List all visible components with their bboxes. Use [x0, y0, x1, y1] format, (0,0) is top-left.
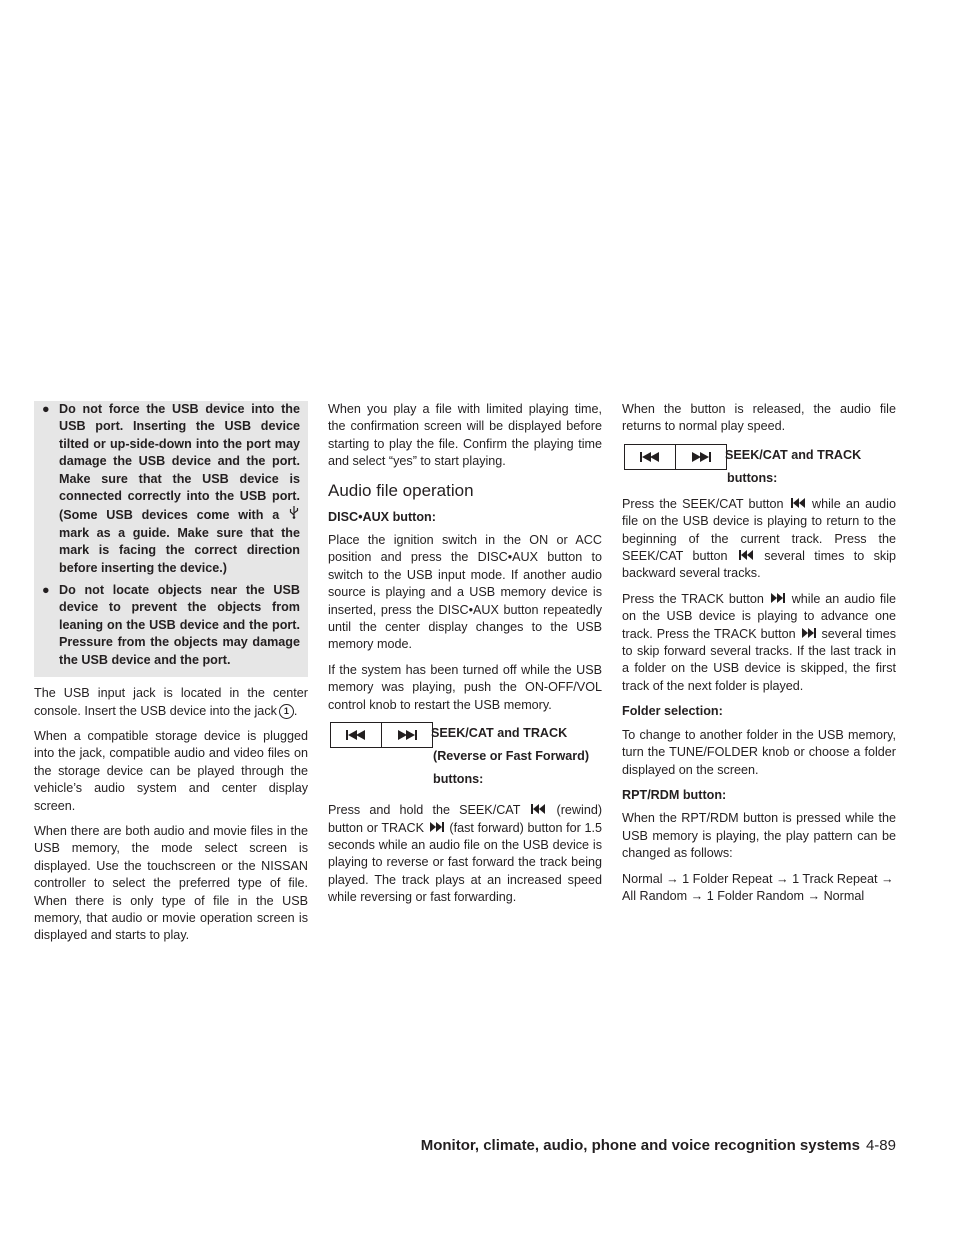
column-2: [328, 401, 602, 915]
subheading-rpt-rdm: RPT/RDM button:: [622, 787, 727, 802]
seek-track-label: [431, 722, 589, 791]
skip-forward-icon: [396, 729, 418, 741]
page-footer: [421, 1137, 896, 1154]
track-forward-button-graphic: [382, 722, 433, 748]
usb-symbol-icon: [289, 505, 299, 519]
skip-forward-icon: [690, 451, 712, 463]
paragraph: To change to another folder in the USB memory, turn the TUNE/FOLDER knob or choose a folder displayed on the screen.: [622, 727, 896, 777]
text-run: Press the TRACK button: [622, 591, 764, 606]
callout-1-icon: 1: [279, 704, 294, 719]
text-run: while an audio file on the USB device is playing to advance one track. Press the TRACK button: [622, 591, 897, 641]
seek-track-label: [725, 444, 861, 490]
paragraph: [328, 802, 602, 906]
seek-back-button-graphic: [624, 444, 676, 470]
skip-back-icon: [790, 498, 806, 508]
paragraph: [34, 685, 308, 720]
skip-back-icon: [639, 451, 661, 463]
section-title: Audio file operation: [328, 480, 474, 500]
paragraph: Place the ignition switch in the ON or ACC position and press the DISC•AUX button to switch to the USB input mode. If another audio source is playing and a USB memory device is inserted, press the DISC•AUX button repeatedly until the center display changes to the USB memory mode.: [328, 533, 602, 652]
text-run: several times to skip backward several tracks.: [622, 549, 897, 581]
skip-forward-icon: [770, 593, 786, 603]
caution-text: Do not force the USB device into the USB port. Inserting the USB device tilted or up-side-down into the port may damage the USB device and the port. Make sure that the USB device is connected correctly into the USB port. (Some USB devices come with a: [59, 402, 300, 523]
paragraph: When the RPT/RDM button is pressed while the USB memory is playing, the play pattern can be changed as follows:: [622, 811, 896, 861]
seek-track-button-graphic: [330, 722, 433, 748]
text-run: (rewind) button or TRACK: [328, 803, 603, 835]
skip-back-icon: [530, 804, 546, 814]
subheading-disc-aux: DISC•AUX button:: [328, 509, 436, 524]
skip-back-icon: [738, 550, 754, 560]
caution-text: Do not locate objects near the USB device to prevent the objects from leaning on the USB device and the port. Pressure from the objects may damage the USB device and the port.: [59, 583, 300, 667]
seek-track-label-line: (Reverse or Fast Forward): [433, 749, 590, 764]
bullet-icon: ●: [42, 583, 50, 598]
text-run: Press and hold the SEEK/CAT: [328, 803, 521, 818]
text-run: several times to skip forward several tracks. If the last track in a folder on the USB device is skipped, the first track of the next folder is played.: [622, 626, 897, 693]
seek-track-heading: [622, 444, 896, 488]
bullet-icon: ●: [42, 402, 50, 416]
track-forward-button-graphic: [676, 444, 727, 470]
skip-forward-icon: [429, 822, 445, 832]
play-pattern-sequence: Normal → 1 Folder Repeat → 1 Track Repeat → All Random → 1 Folder Random → Normal: [622, 871, 894, 903]
paragraph: When you play a file with limited playing time, the confirmation screen will be displayed before starting to play the file. Confirm the playing time and select “yes” to start playing.: [328, 402, 602, 469]
sentence-end: .: [293, 703, 298, 718]
paragraph: [622, 496, 896, 583]
skip-forward-icon: [801, 628, 817, 638]
paragraph: When a compatible storage device is plugged into the jack, compatible audio and video files on the storage device can be played through the vehicle’s audio system and center display screen.: [34, 728, 308, 813]
subheading-folder-selection: Folder selection:: [622, 704, 723, 719]
usb-jack-text: The USB input jack is located in the center console. Insert the USB device into the jack: [34, 686, 308, 718]
paragraph: When there are both audio and movie files in the USB memory, the mode select screen is displayed. Use the touchscreen or the NISSAN controller to select the preferred type of file. When there is only type of file in the USB memory, that audio or movie operation screen is displayed and starts to play.: [34, 823, 308, 943]
seek-back-button-graphic: [330, 722, 382, 748]
column-1: [34, 401, 308, 953]
text-run: Press the SEEK/CAT button: [622, 496, 784, 511]
seek-track-label-line: buttons:: [433, 772, 484, 787]
caution-item: [42, 401, 300, 577]
paragraph: When the button is released, the audio file returns to normal play speed.: [622, 402, 896, 434]
column-3: [622, 401, 896, 913]
paragraph: If the system has been turned off while the USB memory was playing, push the ON-OFF/VOL control knob to restart the USB memory.: [328, 662, 602, 712]
caution-text: mark as a guide. Make sure that the mark is facing the correct direction before inserting the device.): [59, 525, 300, 575]
chapter-title: Monitor, climate, audio, phone and voice recognition systems: [420, 1137, 860, 1154]
seek-track-button-graphic: [624, 444, 727, 470]
seek-track-label-line: buttons:: [727, 470, 778, 485]
seek-track-label-line: SEEK/CAT and TRACK: [431, 726, 568, 741]
page-number: 4-89: [865, 1137, 896, 1154]
seek-track-label-line: SEEK/CAT and TRACK: [725, 447, 862, 462]
paragraph: [622, 591, 896, 695]
skip-back-icon: [345, 729, 367, 741]
text-run: while an audio file on the USB device is playing to return to the beginning of the current track. Press the SEEK/CAT button: [622, 496, 896, 564]
caution-box: [34, 401, 308, 677]
text-run: (fast forward) button for 1.5 seconds while an audio file on the USB device is playing to reverse or fast forward the track being played. The track plays at an increased speed while reversing or fast forwarding.: [328, 820, 603, 905]
caution-item: [42, 582, 300, 669]
seek-track-heading: [328, 722, 602, 794]
